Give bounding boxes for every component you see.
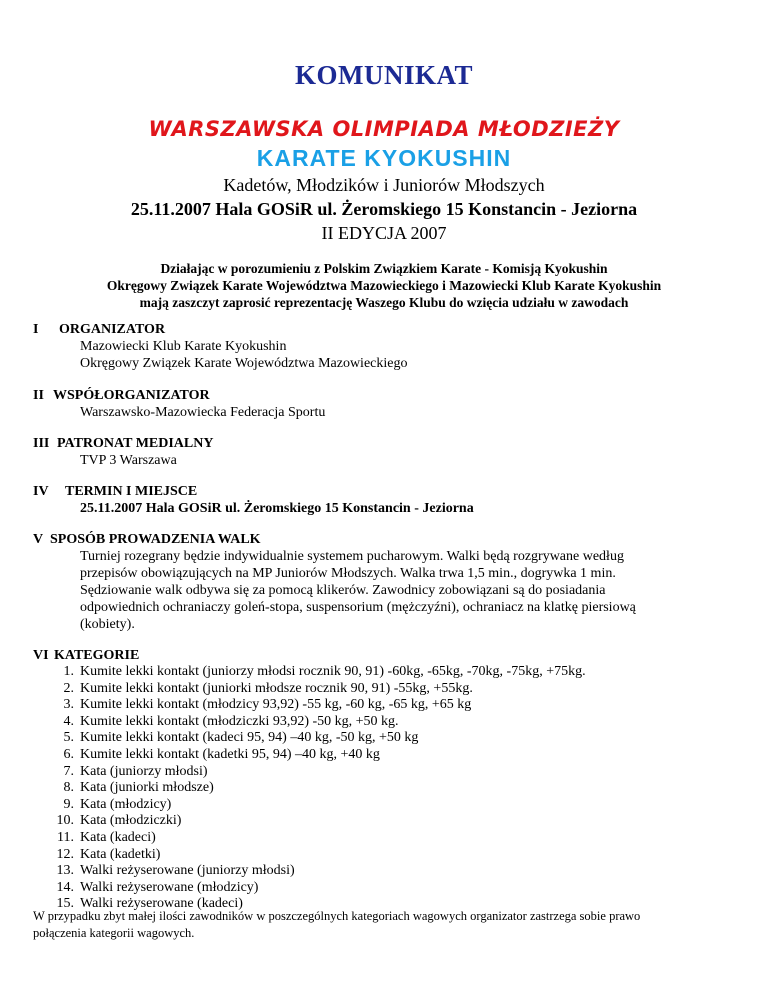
section-fight-rules — [33, 531, 733, 633]
list-item: 1. Kumite lekki kontakt (juniorzy młodsi rocznik 90, 91) -60kg, -65kg, -70kg, -75kg, +75kg. — [63, 664, 586, 679]
section-title: PATRONAT MEDIALNY — [57, 436, 214, 451]
section-heading — [33, 483, 733, 500]
list-item: 13. Walki reżyserowane (juniorzy młodsi) — [56, 863, 295, 879]
edition-line: II EDYCJA 2007 — [321, 223, 447, 243]
page-title: KOMUNIKAT — [295, 60, 473, 90]
list-item: 11. Kata (kadeci) — [57, 829, 156, 845]
section-title: SPOSÓB PROWADZENIA WALK — [50, 532, 261, 547]
section-line: Okręgowy Związek Karate Województwa Mazowieckiego — [80, 356, 408, 371]
section-number: IV — [33, 484, 49, 499]
discipline-title: KARATE KYOKUSHIN — [256, 145, 512, 171]
section-title: WSPÓŁORGANIZATOR — [53, 388, 210, 403]
section-line: TVP 3 Warszawa — [80, 453, 177, 468]
section-line: przepisów obowiązujących na MP Juniorów Młodszych. Walka trwa 1,5 min., dogrywka 1 min. — [80, 566, 616, 581]
list-item: 8. Kata (juniorki młodsze) — [63, 780, 214, 796]
intro-line: Działając w porozumieniu z Polskim Związkiem Karate - Komisją Kyokushin — [160, 261, 608, 276]
list-item: 6. Kumite lekki kontakt (kadetki 95, 94) –40 kg, +40 kg — [63, 746, 380, 762]
section-date-place — [33, 483, 733, 517]
footer-note — [33, 908, 743, 942]
event-name: WARSZAWSKA OLIMPIADA MŁODZIEŻY — [148, 117, 620, 141]
category-list — [33, 664, 733, 913]
section-heading — [33, 647, 733, 664]
list-item: 10. Kata (młodziczki) — [56, 813, 182, 829]
intro-paragraph — [0, 260, 768, 311]
participants-line: Kadetów, Młodzików i Juniorów Młodszych — [223, 175, 545, 195]
section-media-patronage — [33, 435, 733, 469]
section-line: Warszawsko-Mazowiecka Federacja Sportu — [80, 405, 326, 420]
list-item: 12. Kata (kadetki) — [56, 846, 161, 862]
section-heading — [33, 321, 733, 338]
list-item: 3. Kumite lekki kontakt (młodzicy 93,92) -55 kg, -60 kg, -65 kg, +65 kg — [63, 697, 472, 713]
list-item: 14. Walki reżyserowane (młodzicy) — [56, 879, 259, 895]
intro-line: Okręgowy Związek Karate Województwa Mazowieckiego i Mazowiecki Klub Karate Kyokushin — [106, 278, 662, 293]
section-title: TERMIN I MIEJSCE — [65, 484, 198, 499]
list-item: 5. Kumite lekki kontakt (kadeci 95, 94) –40 kg, -50 kg, +50 kg — [63, 730, 419, 746]
section-number: VI — [33, 648, 49, 663]
date-place-line: 25.11.2007 Hala GOSiR ul. Żeromskiego 15 Konstancin - Jeziorna — [130, 199, 638, 219]
section-heading — [33, 531, 733, 548]
footer-line: połączenia kategorii wagowych. — [33, 926, 195, 940]
section-line: Turniej rozegrany będzie indywidualnie systemem pucharowym. Walki będą rozgrywane według — [80, 549, 624, 564]
section-co-organizer — [33, 387, 733, 421]
section-heading — [33, 435, 733, 452]
section-line: Sędziowanie walk odbywa się za pomocą klikerów. Zawodnicy zobowiązani są do posiadania — [80, 583, 606, 598]
section-title: KATEGORIE — [54, 648, 140, 663]
list-item: 9. Kata (młodzicy) — [63, 796, 172, 812]
section-line: Mazowiecki Klub Karate Kyokushin — [80, 339, 287, 354]
list-item: 2. Kumite lekki kontakt (juniorki młodsze rocznik 90, 91) -55kg, +55kg. — [63, 680, 473, 696]
section-number: II — [33, 388, 44, 403]
section-number: III — [33, 436, 50, 451]
list-item: 15. Walki reżyserowane (kadeci) — [56, 896, 243, 912]
section-organizer — [33, 321, 733, 372]
list-item: 7. Kata (juniorzy młodsi) — [63, 763, 208, 779]
section-categories — [33, 647, 733, 913]
section-title: ORGANIZATOR — [59, 322, 166, 337]
footer-line: W przypadku zbyt małej ilości zawodników w poszczególnych kategoriach wagowych organizator zastrzega sobie prawo — [33, 909, 641, 923]
list-item: 4. Kumite lekki kontakt (młodziczki 93,92) -50 kg, +50 kg. — [63, 713, 399, 729]
section-number: I — [33, 322, 39, 337]
section-line: 25.11.2007 Hala GOSiR ul. Żeromskiego 15 Konstancin - Jeziorna — [80, 501, 474, 516]
section-number: V — [33, 532, 44, 547]
section-heading — [33, 387, 733, 404]
section-line: odpowiednich ochraniaczy goleń-stopa, suspensorium (mężczyźni), ochraniacz na klatkę piersiową — [80, 600, 636, 615]
section-line: (kobiety). — [80, 617, 135, 632]
intro-line: mają zaszczyt zaprosić reprezentację Waszego Klubu do wzięcia udziału w zawodach — [139, 295, 629, 310]
